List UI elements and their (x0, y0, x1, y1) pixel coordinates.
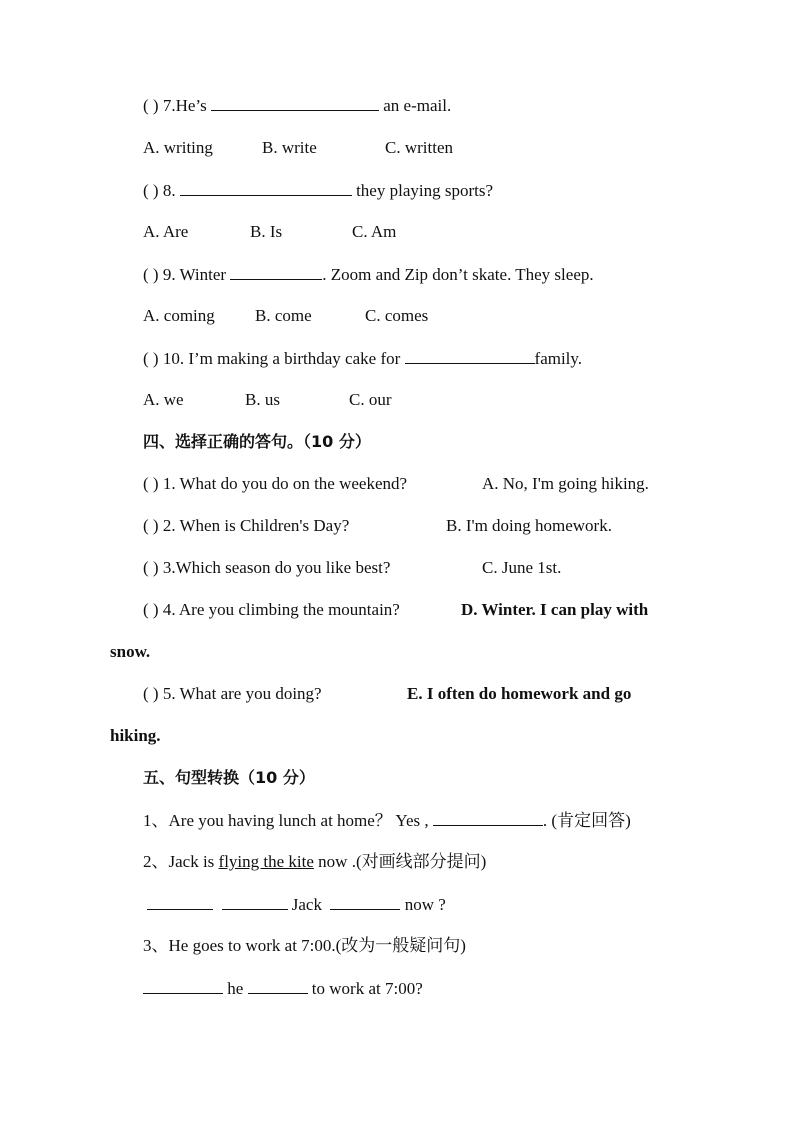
transform-2-stem: 2、Jack is (143, 852, 219, 871)
section-heading: 五、句型转换（10 分） (143, 768, 315, 787)
answer-word-jack: Jack (291, 895, 322, 914)
question-7-stem: ( ) 7.He’s (143, 96, 207, 115)
answer-blank[interactable] (143, 977, 223, 994)
question-10-stem: ( ) 10. I’m making a birthday cake for (143, 349, 401, 368)
option-b: B. Is (250, 222, 283, 241)
transform-2-tail: now .(对画线部分提问) (313, 852, 487, 871)
question-8-tail: they playing sports? (356, 181, 493, 200)
question-9-stem: ( ) 9. Winter (143, 265, 227, 284)
match-answer: A. No, I'm going hiking. (482, 474, 649, 493)
answer-blank[interactable] (433, 809, 543, 826)
underlined-phrase: flying the kite (218, 852, 314, 871)
question-10 (143, 347, 582, 370)
transform-3-answer (143, 977, 423, 1000)
option-c: C. comes (365, 306, 429, 325)
question-9 (143, 263, 594, 286)
match-answer: C. June 1st. (482, 558, 562, 577)
question-7-tail: an e-mail. (383, 96, 452, 115)
question-9-tail: . Zoom and Zip don’t skate. They sleep. (322, 265, 594, 284)
answer-blank[interactable] (211, 94, 379, 111)
match-question: ( ) 5. What are you doing? (143, 684, 322, 703)
question-8-stem: ( ) 8. (143, 181, 176, 200)
option-b: B. come (255, 306, 312, 325)
question-8 (143, 179, 493, 202)
answer-word-he: he (227, 979, 244, 998)
option-a: A. we (143, 390, 184, 409)
answer-blank[interactable] (330, 893, 400, 910)
answer-blank[interactable] (222, 893, 288, 910)
option-a: A. writing (143, 138, 213, 157)
answer-word-now: now ? (404, 895, 446, 914)
question-10-tail: family. (534, 349, 583, 368)
transform-1 (143, 809, 631, 832)
match-answer: E. I often do homework and go (407, 684, 632, 703)
transform-1-stem: 1、Are you having lunch at home？ Yes , (143, 811, 429, 830)
answer-tail: to work at 7:00? (311, 979, 423, 998)
section-heading: 四、选择正确的答句。（10 分） (143, 432, 371, 451)
answer-blank[interactable] (230, 263, 322, 280)
transform-2-answer (147, 893, 446, 916)
transform-2 (143, 851, 486, 873)
match-answer: B. I'm doing homework. (446, 516, 612, 535)
match-answer-continued: snow. (110, 642, 151, 661)
match-question: ( ) 2. When is Children's Day? (143, 516, 350, 535)
match-question: ( ) 4. Are you climbing the mountain? (143, 600, 400, 619)
option-c: C. Am (352, 222, 397, 241)
transform-1-tail: . (肯定回答) (542, 811, 631, 830)
answer-blank[interactable] (180, 179, 352, 196)
option-b: B. write (262, 138, 317, 157)
answer-blank[interactable] (405, 347, 535, 364)
option-c: C. our (349, 390, 392, 409)
option-a: A. Are (143, 222, 189, 241)
answer-blank[interactable] (147, 893, 213, 910)
option-c: C. written (385, 138, 453, 157)
match-question: ( ) 3.Which season do you like best? (143, 558, 391, 577)
option-b: B. us (245, 390, 280, 409)
match-answer: D. Winter. I can play with (461, 600, 649, 619)
transform-3: 3、He goes to work at 7:00.(改为一般疑问句) (143, 936, 466, 955)
question-7 (143, 94, 451, 117)
match-answer-continued: hiking. (110, 726, 161, 745)
match-question: ( ) 1. What do you do on the weekend? (143, 474, 408, 493)
option-a: A. coming (143, 306, 215, 325)
answer-blank[interactable] (248, 977, 308, 994)
